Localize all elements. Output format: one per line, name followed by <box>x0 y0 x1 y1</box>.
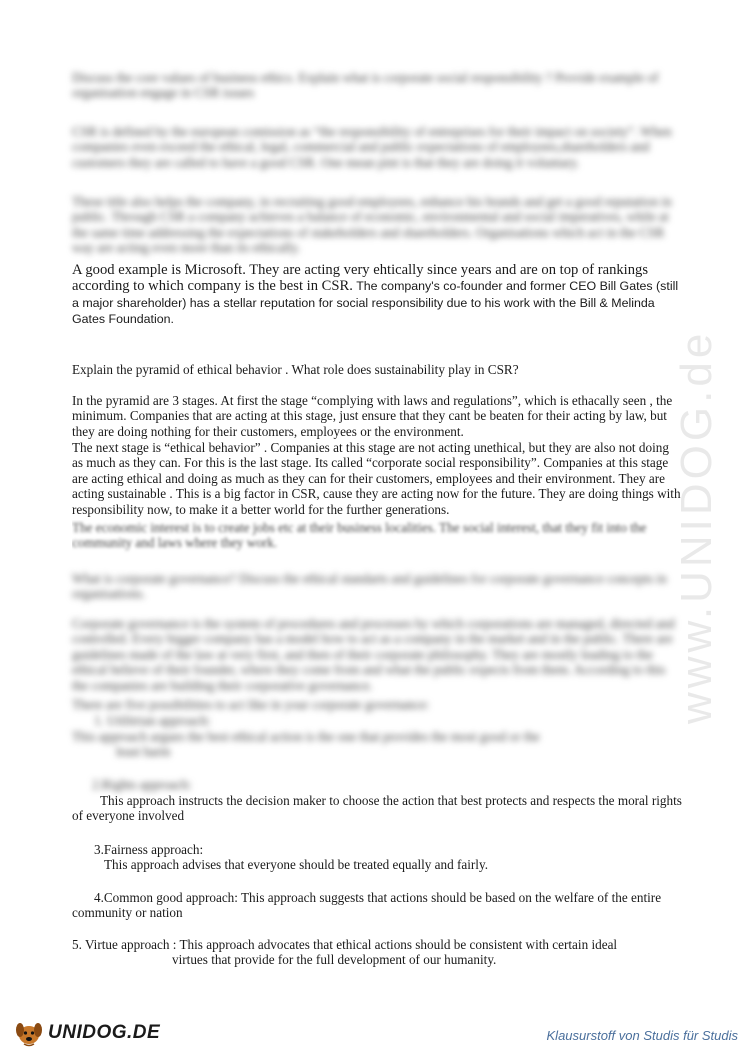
csr-benefits-paragraph: These title also helps the company, in recruiting good employees, enhance his brands and get a good reputation in public. Through CSR a company achieves a balance of economic, environmental and social imperatives, while at the same time addressing the expectations of stakeholders and shareholders. Organisations which act in the CSR way are acting even more than its ethically. <box>72 194 672 256</box>
footer-tagline: Klausurstoff von Studis für Studis <box>546 1028 738 1043</box>
approach-2-text <box>72 793 682 824</box>
logo-text: UNIDOG.DE <box>48 1022 161 1043</box>
approach-5-text <box>72 937 682 968</box>
question-1: Discuss the core values of business ethics. Explain what is corporate social responsibility ? Provide example of organisation engage in CSR issues <box>72 70 659 101</box>
approach-2-title: 2.Rights approach: <box>92 777 192 792</box>
unidog-logo[interactable] <box>12 1016 160 1050</box>
microsoft-example-paragraph <box>72 262 684 327</box>
pyramid-stage-2-paragraph: The next stage is “ethical behavior” . Companies at this stage are not acting unethical, but they are also not doing as much as they can. For this is the last stage. Its called “corporate social responsibility”. Companies at this stage are acting ethical and doing as much as they can for their customers, employees and their environment. They are acting sustainable . This is a big factor in CSR, cause they are acting now for the future. They are doing things with responsibility now, to make it a better world for the further generations. <box>72 440 681 517</box>
example-tail-text: The company's co-founder and former CEO Bill Gates (still a major shareholder) has a stellar reputation for social responsibility due to his work with the Bill & Melinda Gates Foundation. <box>72 279 679 327</box>
question-2: Explain the pyramid of ethical behavior . What role does sustainability play in CSR? <box>72 362 519 377</box>
approach-5-line-2: virtues that provide for the full development of our humanity. <box>172 952 497 968</box>
approach-1-text-line-1: This approach argues the best ethical action is the one that provides the most good or the <box>72 729 540 744</box>
interest-paragraph <box>72 520 682 554</box>
approach-3-text: This approach advises that everyone should be treated equally and fairly. <box>104 857 489 872</box>
five-possibilities-intro: There are five possibilities to act like in your corporate governance: <box>72 697 430 712</box>
approach-1-text <box>72 729 682 760</box>
approach-4-text <box>72 890 682 921</box>
csr-definition-paragraph: CSR is defined by the european comission as “the responsibility of entreprises for their impact on society”. When companies even exceed the ethical, legal, commercial and public expectations of employees,shareholders and customers they are called to have a good CSR. One mean pint is that they are doing it voluntary. <box>72 124 672 170</box>
governance-paragraph: Corporate governance is the system of procedures and processes by which corporations are managed, directed and controlled. Every bigger company has a model how to act as a company in the market and in the public. There are guidelines made of the law at very first, and then of their corporate philosophy. They are mostly leading to the ethical believe of their founder, where they come from and what the public expects from them. According to this the companies are building their corporative governance. <box>72 616 675 693</box>
approach-4-content: 4.Common good approach: This approach suggests that actions should be based on the welfare of the entire community or nation <box>72 890 662 921</box>
approach-2-text-content: This approach instructs the decision maker to choose the action that best protects and respects the moral rights of everyone involved <box>72 793 682 824</box>
dog-icon <box>12 1017 46 1049</box>
pyramid-stage-1-paragraph: In the pyramid are 3 stages. At first the stage “complying with laws and regulations”, which is ethacally seen , the minimum. Companies that are acting at this stage, just ensure that they cant be beaten for their acting by law, but they are doing nothing for their customers, employees or the environment. <box>72 393 673 439</box>
approach-5-line-1: 5. Virtue approach : This approach advocates that ethical actions should be consistent with certain ideal <box>72 937 618 952</box>
approach-3-title: 3.Fairness approach: <box>94 842 204 857</box>
example-main-text: A good example is Microsoft. They are acting very ehtically since years and are on top of rankings according to which company is the best in CSR. <box>72 262 649 295</box>
approach-1-title: 1. Utilitrian approach: <box>94 713 211 728</box>
question-3: What is corporate governance? Discuss the ethical standarts and guidelines for corporate governance concepts in organisations. <box>72 571 667 602</box>
interest-text: The economic interest is to create jobs etc at their business localities. The social interest, that they fit into the community and laws where they work. <box>72 520 647 551</box>
watermark: www.UNIDOG.de <box>672 329 721 724</box>
approach-1-text-line-2: least harm <box>116 744 171 760</box>
